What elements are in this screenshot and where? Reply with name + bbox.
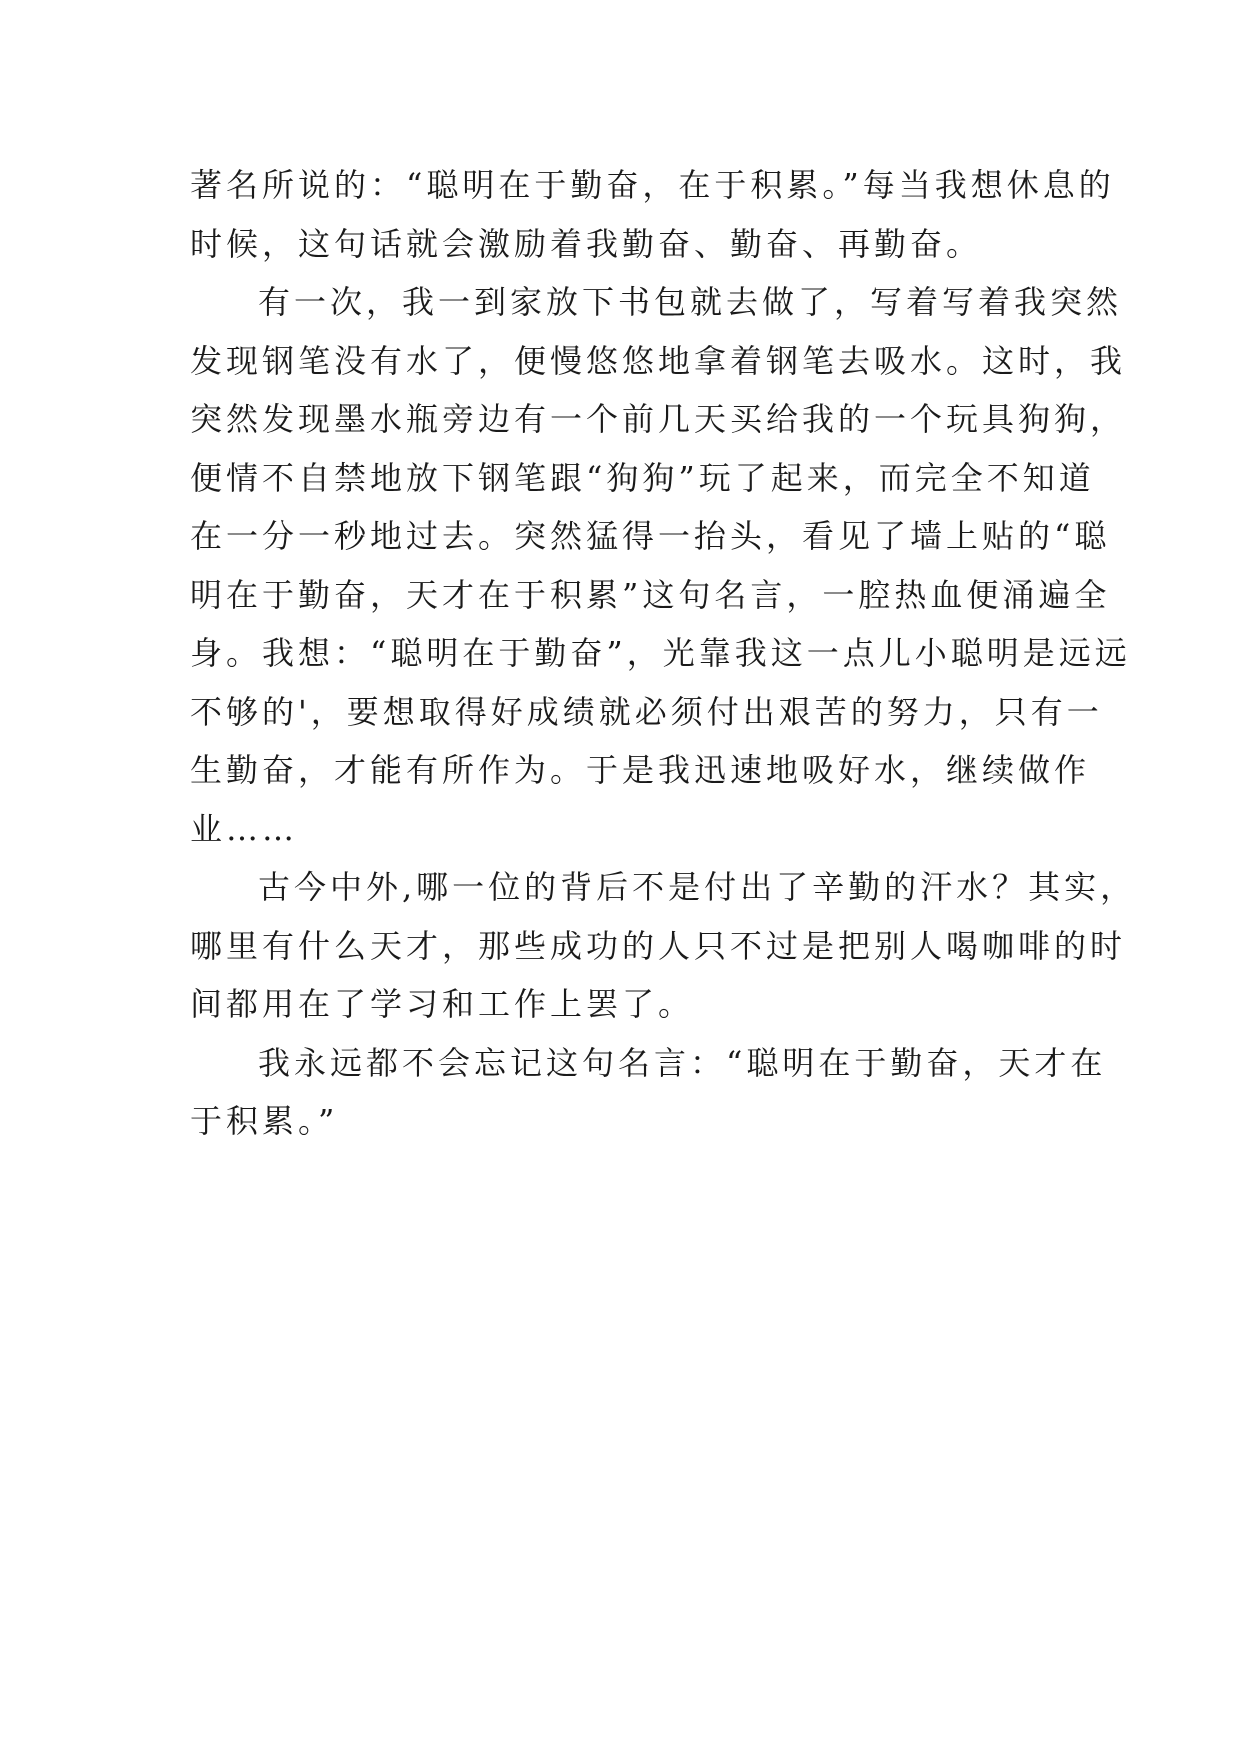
- paragraph-1: [190, 156, 1115, 273]
- text-line: 明在于勤奋，天才在于积累”这句名言，一腔热血便涌遍全: [190, 575, 1111, 614]
- text-line: 突然发现墨水瓶旁边有一个前几天买给我的一个玩具狗狗，: [190, 400, 1127, 438]
- paragraph-2: [190, 273, 1131, 858]
- text-line: 时候，这句话就会激励着我勤奋、勤奋、再勤奋。: [190, 224, 983, 263]
- document-body: [190, 156, 1137, 1151]
- text-line: 在一分一秒地过去。突然猛得一抬头，看见了墙上贴的“聪: [190, 517, 1111, 555]
- text-line: 于积累。”: [190, 1102, 339, 1140]
- text-line: 便情不自禁地放下钢笔跟“狗狗”玩了起来，而完全不知道: [190, 458, 1095, 497]
- text-line: 有一次，我一到家放下书包就去做了，写着写着我突然: [258, 283, 1123, 321]
- text-line: 业……: [190, 809, 299, 848]
- text-line: 发现钢笔没有水了，便慢悠悠地拿着钢笔去吸水。这时，我: [190, 341, 1127, 380]
- paragraph-4: [190, 1034, 1107, 1151]
- text-line: 我永远都不会忘记这句名言：“聪明在于勤奋，天才在: [258, 1043, 1107, 1082]
- text-line: 生勤奋，才能有所作为。于是我迅速地吸好水，继续做作: [190, 751, 1091, 789]
- text-line: 古今中外,哪一位的背后不是付出了辛勤的汗水？其实，: [258, 868, 1137, 906]
- paragraph-3: [190, 858, 1137, 1034]
- text-line: 哪里有什么天才，那些成功的人只不过是把别人喝咖啡的时: [190, 926, 1127, 965]
- text-line: 著名所说的：“聪明在于勤奋，在于积累。”每当我想休息的: [190, 166, 1115, 204]
- text-line: 身。我想：“聪明在于勤奋”，光靠我这一点儿小聪明是远远: [190, 634, 1131, 672]
- text-line: 不够的'，要想取得好成绩就必须付出艰苦的努力，只有一: [190, 692, 1103, 731]
- text-line: 间都用在了学习和工作上罢了。: [190, 985, 695, 1023]
